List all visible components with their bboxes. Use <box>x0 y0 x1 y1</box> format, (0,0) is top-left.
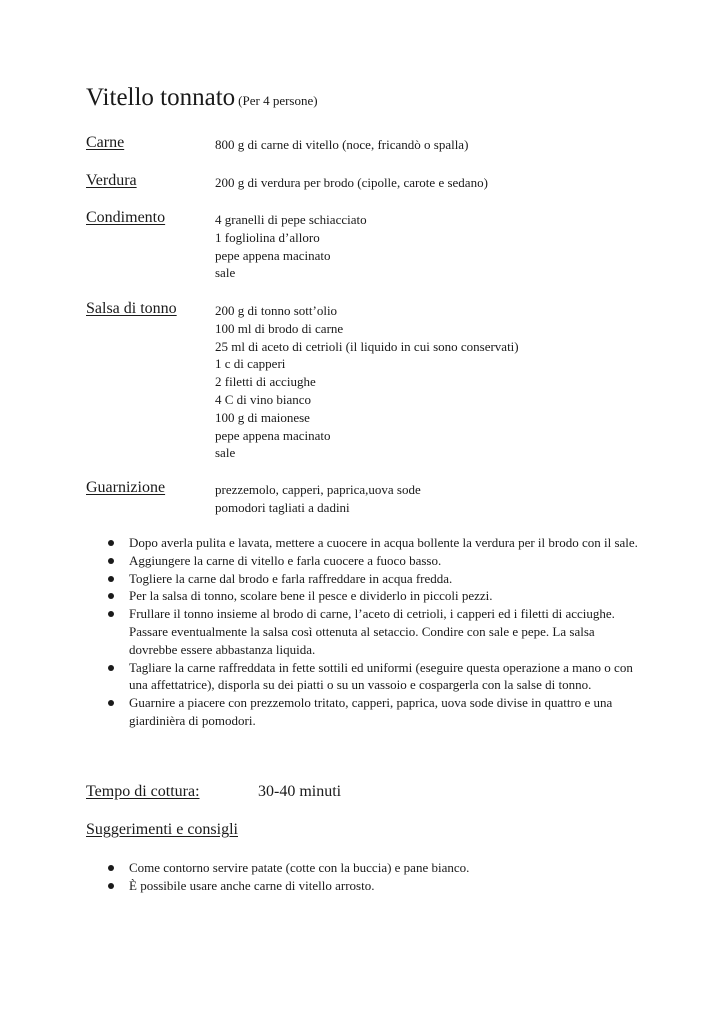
step-text: Per la salsa di tonno, scolare bene il pesce e dividerlo in piccoli pezzi. <box>129 588 493 604</box>
section-label: Condimento <box>86 209 166 226</box>
preparation-steps <box>105 534 645 730</box>
recipe-title: Vitello tonnato <box>86 84 236 111</box>
step-text: Frullare il tonno insieme al brodo di carne, l’aceto di cetrioli, i capperi ed i filetti di acciughe. Passare eventualmente la salsa così ottenuta al setaccio. Condire con sale e pepe. La salsa dovrebbe essere abbastanza liquida. <box>129 606 615 657</box>
ingredient-line: sale <box>215 265 236 281</box>
section-label: Guarnizione <box>86 479 166 496</box>
cooking-time-value: 30-40 minuti <box>258 783 342 800</box>
tip-text: Come contorno servire patate (cotte con la buccia) e pane bianco. <box>129 860 470 875</box>
step-text: Dopo averla pulita e lavata, mettere a cuocere in acqua bollente la verdura per il brodo con il sale. <box>129 535 638 550</box>
step-text: Aggiungere la carne di vitello e farla cuocere a fuoco basso. <box>129 552 442 568</box>
bullet-icon <box>108 611 114 617</box>
bullet-icon <box>108 540 114 546</box>
ingredient-line: 4 granelli di pepe schiacciato <box>215 212 367 227</box>
bullet-icon <box>108 883 114 889</box>
step-text: Guarnire a piacere con prezzemolo tritato, capperi, paprica, uova sode divise in quattro e una giardinièra di pomodori. <box>129 695 613 728</box>
ingredient-line: pomodori tagliati a dadini <box>215 499 350 515</box>
bullet-icon <box>108 593 114 599</box>
step-text: Togliere la carne dal brodo e farla raffreddare in acqua fredda. <box>129 570 453 586</box>
ingredient-line: 1 c di capperi <box>215 356 286 372</box>
list-item <box>105 605 645 658</box>
tips-heading: Suggerimenti e consigli <box>86 821 238 838</box>
bullet-icon <box>108 665 114 671</box>
ingredient-line: 4 C di vino bianco <box>215 391 312 407</box>
ingredient-list <box>215 211 367 282</box>
cooking-time-label: Tempo di cottura: <box>86 783 200 800</box>
ingredient-line: sale <box>215 445 236 461</box>
section-label: Carne <box>86 134 125 151</box>
ingredient-line: pepe appena macinato <box>215 427 331 443</box>
ingredient-list <box>215 174 488 192</box>
ingredient-line: 25 ml di aceto di cetrioli (il liquido in cui sono conservati) <box>215 338 519 354</box>
list-item <box>105 570 645 588</box>
bullet-icon <box>108 558 114 564</box>
bullet-icon <box>108 576 114 582</box>
ingredient-line: 200 g di tonno sott’olio <box>215 303 338 318</box>
list-item <box>105 877 645 895</box>
ingredient-line: 1 fogliolina d’alloro <box>215 229 320 245</box>
recipe-title-line <box>86 84 318 112</box>
list-item <box>105 552 645 570</box>
ingredient-list <box>215 302 519 462</box>
step-text: Tagliare la carne raffreddata in fette sottili ed uniformi (eseguire questa operazione a mano o con una affettatrice), disporla su dei piatti o su un vassoio e cospargerla con la salse di tonno. <box>129 659 633 693</box>
ingredient-line: 800 g di carne di vitello (noce, fricandò o spalla) <box>215 137 469 152</box>
section-label: Salsa di tonno <box>86 300 177 317</box>
cooking-time <box>86 783 342 801</box>
list-item <box>105 587 645 605</box>
tips-list <box>105 859 645 895</box>
bullet-icon <box>108 865 114 871</box>
list-item <box>105 859 645 877</box>
bullet-icon <box>108 700 114 706</box>
ingredient-list <box>215 481 421 517</box>
list-item <box>105 534 645 552</box>
tip-text: È possibile usare anche carne di vitello arrosto. <box>129 877 375 893</box>
ingredient-line: 200 g di verdura per brodo (cipolle, carote e sedano) <box>215 175 488 190</box>
ingredient-line: pepe appena macinato <box>215 247 331 263</box>
ingredient-list <box>215 136 468 154</box>
list-item <box>105 659 645 695</box>
section-label: Verdura <box>86 172 137 189</box>
ingredient-line: 100 ml di brodo di carne <box>215 320 344 336</box>
ingredient-line: 100 g di maionese <box>215 409 310 425</box>
ingredient-line: 2 filetti di acciughe <box>215 374 316 390</box>
list-item <box>105 694 645 730</box>
recipe-servings: (Per 4 persone) <box>238 93 318 108</box>
ingredient-line: prezzemolo, capperi, paprica,uova sode <box>215 482 421 497</box>
